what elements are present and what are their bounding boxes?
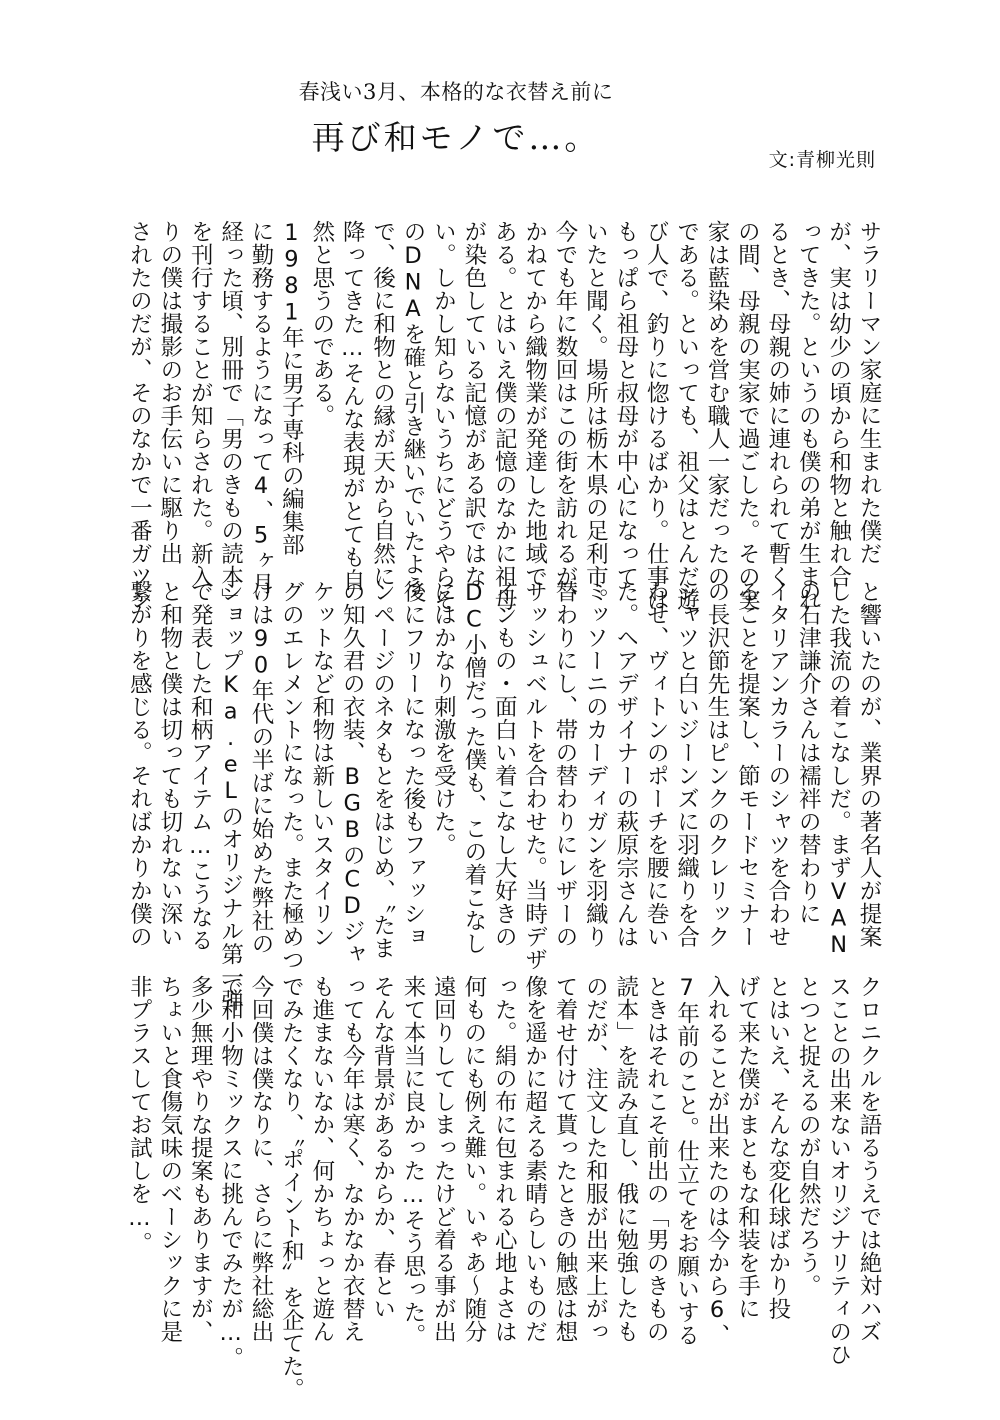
text-column: の知久君の衣装、BGBのCDジャ: [339, 580, 366, 966]
text-column: が、実は幼少の頃から和物と触れ合: [825, 220, 852, 588]
text-column: サッシュベルトを合わせた。当時デザ: [521, 580, 548, 971]
text-column: 替わりにし、帯の替わりにレザーの: [552, 580, 578, 948]
text-column: ミッソーニのカーディガンを羽織り: [582, 580, 609, 948]
article-title: 再び和モノで…。: [311, 118, 601, 157]
text-column: である。といっても、祖父はとんだ遊: [673, 220, 700, 611]
text-column: 7年前のこと。仕立てをお願いする: [673, 975, 700, 1347]
text-column: かねてから織物業が発達した地域で: [521, 220, 548, 588]
text-column: 遠回りしてしまったけど着る事が出: [430, 975, 457, 1343]
text-column: が染色している記憶がある訳ではな: [460, 220, 487, 588]
text-column: 降ってきた…そんな表現がとても自: [339, 220, 366, 592]
text-column: と響いたのが、業界の著名人が提案: [856, 580, 882, 948]
text-column: のだが、注文した和服が出来上がっ: [582, 975, 609, 1343]
text-column: のDNAを確と引き継いでいたよう: [400, 220, 426, 599]
text-column: 後にフリーになった後もファッショ: [400, 580, 426, 948]
text-column: ある。とはいえ僕の記憶のなかに祖母: [491, 220, 518, 611]
text-column: でみたくなり、〝ポイント和〟を企てた。: [278, 975, 305, 1401]
text-column: ることを提案し、節モードセミナー: [734, 580, 761, 948]
text-column: ちょいと食傷気味のベーシックに是: [156, 975, 183, 1343]
text-column: 家は藍染めを営む職人一家だったの: [704, 220, 730, 588]
text-column: ンページのネタもとをはじめ、〝たま: [369, 580, 396, 960]
text-column: た。ヘアデザイナーの萩原宗さんは: [612, 580, 639, 948]
text-column: った。絹の布に包まれる心地よさは: [491, 975, 518, 1343]
text-column: けは90年代の半ばに始めた弊社の: [248, 580, 274, 955]
text-column: に勤務するようになって4、5ヶ月: [248, 220, 274, 595]
text-column: い。しかし知らないうちにどうやらそ: [430, 220, 457, 611]
text-column: ショップKa.eLのオリジナル第一弾: [217, 580, 244, 1012]
text-column: るとき、母親の姉に連れられて暫く: [764, 220, 791, 588]
text-column: インもの・面白い着こなし大好きの: [491, 580, 518, 948]
text-column: 繋がりを感じる。そればかりか僕の: [126, 580, 153, 948]
text-column: て着せ付けて貰ったときの触感は想: [552, 975, 578, 1343]
text-column: りの僕は撮影のお手伝いに駆り出: [156, 220, 183, 565]
text-column: の石津謙介さんは襦袢の替わりに: [795, 580, 822, 925]
text-column: び人で、釣りに惚けるばかり。仕事は: [643, 220, 670, 611]
text-column: の間、母親の実家で過ごした。その実: [734, 220, 761, 611]
text-column: 今回僕は僕なりに、さらに弊社総出: [248, 975, 274, 1343]
text-column: とはいえ、そんな変化球ばかり投: [764, 975, 791, 1320]
text-column: わせ、ヴィトンのポーチを腰に巻い: [643, 580, 670, 948]
text-block-3: [120, 975, 882, 1401]
text-column: 非プラスしてお試しを…。: [126, 975, 153, 1255]
text-column: もっぱら祖母と叔母が中心になって: [612, 220, 639, 588]
text-column: シャツと白いジーンズに羽織りを合: [673, 580, 700, 948]
text-column: ときはそれこそ前出の「男のきもの: [643, 975, 670, 1343]
text-column: の長沢節先生はピンクのクレリック: [704, 580, 730, 948]
text-column: サラリーマン家庭に生まれた僕だ: [856, 220, 882, 565]
text-column: 像を遥かに超える素晴らしいものだ: [521, 975, 548, 1343]
text-column: げて来た僕がまともな和装を手に: [734, 975, 761, 1320]
text-column: そんな背景があるからか、春とい: [369, 975, 396, 1320]
text-column: とつと捉えるのが自然だろう。: [795, 975, 822, 1297]
text-block-1: [120, 220, 882, 611]
text-column: で、後に和物との縁が天から自然に: [369, 220, 396, 588]
text-column: ってきた。というのも僕の弟が生まれ: [795, 220, 822, 611]
text-column: スことの出来ないオリジナリティのひ: [825, 975, 852, 1366]
text-column: も進まないなか、何かちょっと遊ん: [308, 975, 335, 1343]
author-byline: 文:青柳光則: [768, 149, 876, 171]
text-column: グのエレメントになった。また極めつ: [278, 580, 305, 971]
text-block-2: [120, 580, 882, 1012]
text-column: 来て本当に良かった…そう思った。: [400, 975, 426, 1347]
text-column: 何ものにも例え難い。いゃあ〜随分: [460, 975, 487, 1343]
text-column: と和物と僕は切っても切れない深い: [156, 580, 183, 948]
text-column: で発表した和柄アイテム…こうなる: [187, 580, 214, 952]
text-column: 入れることが出来たのは今から6、: [704, 975, 730, 1347]
text-column: ケットなど和物は新しいスタイリン: [308, 580, 335, 948]
text-column: っても今年は寒く、なかなか衣替え: [339, 975, 366, 1343]
article-subtitle: 春浅い3月、本格的な衣替え前に: [298, 80, 614, 104]
text-column: を刊行することが知らされた。新入: [187, 220, 214, 588]
text-column: DC小僧だった僕も、この着こなし: [460, 580, 487, 955]
text-column: 然と思うのである。: [308, 220, 335, 427]
text-column: で和小物ミックスに挑んでみたが…。: [217, 975, 244, 1370]
text-column: 今でも年に数回はこの街を訪れるが、: [552, 220, 578, 611]
text-column: いたと聞く。場所は栃木県の足利市。: [582, 220, 609, 611]
text-column: 経った頃、別冊で「男のきもの読本」: [217, 220, 244, 611]
text-column: されたのだが、そのなかで一番ガツン: [126, 220, 153, 611]
text-column: 読本」を読み直し、俄に勉強したも: [612, 975, 639, 1343]
text-column: イタリアンカラーのシャツを合わせ: [764, 580, 791, 948]
text-column: クロニクルを語るうえでは絶対ハズ: [856, 975, 882, 1343]
text-column: 多少無理やりな提案もありますが、: [187, 975, 214, 1343]
text-column: にはかなり刺激を受けた。: [430, 580, 457, 856]
text-column: 1981年に男子専科の編集部: [278, 220, 305, 556]
text-column: した我流の着こなしだ。まずVAN: [825, 580, 852, 959]
